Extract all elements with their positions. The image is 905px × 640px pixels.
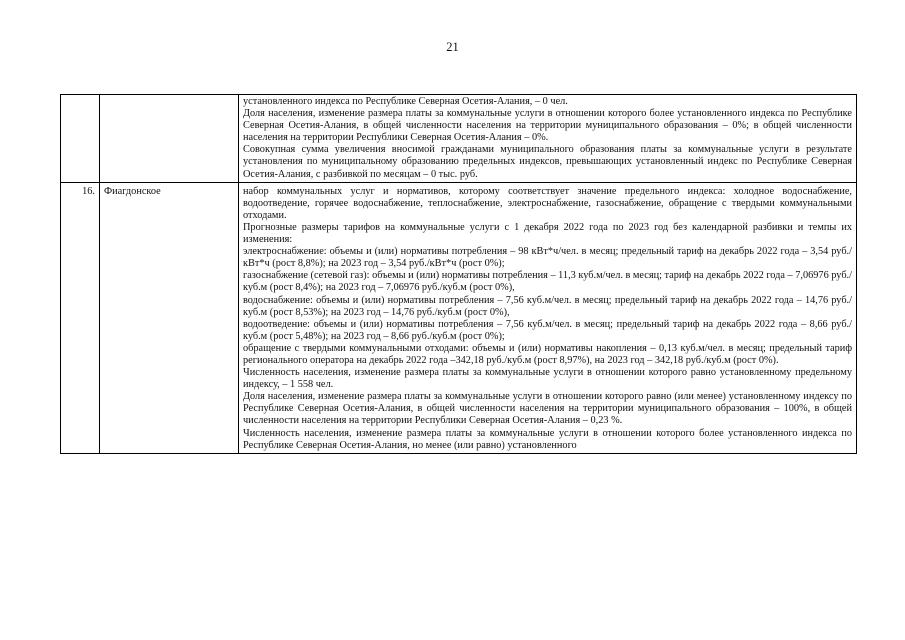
table-row: [61, 95, 857, 183]
paragraph: Численность населения, изменение размера платы за коммунальные услуги в отношении которого более установленного индекса по Республике Северная Осетия-Алания, но менее (или равно) установленного: [243, 427, 852, 451]
description-cell: [239, 182, 857, 453]
municipality-name-cell: [100, 95, 239, 183]
paragraph: Доля населения, изменение размера платы за коммунальные услуги в отношении которого равно (или менее) установленному индексу по Республике Северная Осетия-Алания, в общей численности населения на территории муниципального образования – 100%, в общей численности населения на территории Республики Северная Осетия-Алания – 0,23 %.: [243, 391, 852, 427]
paragraph: Численность населения, изменение размера платы за коммунальные услуги в отношении которого равно установленному предельному индексу, – 1 558 чел.: [243, 367, 852, 391]
paragraph: электроснабжение: объемы и (или) нормативы потребления – 98 кВт*ч/чел. в месяц; предельный тариф на декабрь 2022 года – 3,54 руб./кВт*ч (рост 8,8%); на 2023 год – 3,54 руб./кВт*ч (рост 0%);: [243, 246, 852, 270]
table-row: [61, 182, 857, 453]
paragraph: водоотведение: объемы и (или) нормативы потребления – 7,56 куб.м/чел. в месяц; предельный тариф на декабрь 2022 года – 8,66 руб./куб.м (рост 5,48%); на 2023 год – 8,66 руб./куб.м (рост 0%);: [243, 318, 852, 342]
paragraph: Прогнозные размеры тарифов на коммунальные услуги с 1 декабря 2022 года по 2023 год без календарной разбивки и темпы их изменения:: [243, 221, 852, 246]
paragraph: установленного индекса по Республике Северная Осетия-Алания, – 0 чел.: [243, 96, 568, 107]
paragraph: газоснабжение (сетевой газ): объемы и (или) нормативы потребления – 11,3 куб.м/чел. в месяц; тариф на декабрь 2022 года – 7,06976 руб./куб.м (рост 8,4%); на 2023 год – 7,06976 руб./куб.м (рост 0%),: [243, 270, 852, 294]
paragraph: Совокупная сумма увеличения вносимой гражданами муниципального образования платы за коммунальные услуги в результате установления по муниципальному образованию предельных индексов, превышающих установленный индекс по Республике Северная Осетия-Алания, с разбивкой по месяцам – 0 тыс. руб.: [243, 144, 852, 180]
description-cell: [239, 95, 857, 183]
paragraph: Доля населения, изменение размера платы за коммунальные услуги в отношении которого более установленного индекса по Республике Северная Осетия-Алания, в общей численности населения на территории муниципального образования – 0%; в общей численности населения на территории Республики Северная Осетия-Алания – 0%.: [243, 108, 852, 144]
row-number-cell: 16.: [61, 182, 100, 453]
municipality-name-cell: Фиагдонское: [100, 182, 239, 453]
paragraph: набор коммунальных услуг и нормативов, которому соответствует значение предельного индекса: холодное водоснабжение, водоотведение, горячее водоснабжение, теплоснабжение, электроснабжение, газоснабжение, обращение с твердыми коммунальными отходами.: [243, 185, 852, 221]
page-number: 21: [446, 40, 459, 54]
paragraph: водоснабжение: объемы и (или) нормативы потребления – 7,56 куб.м/чел. в месяц; предельный тариф на декабрь 2022 года – 14,76 руб./куб.м (рост 8,53%); на 2023 год – 14,76 руб./куб.м (рост 0%),: [243, 294, 852, 318]
paragraph: обращение с твердыми коммунальными отходами: объемы и (или) нормативы накопления – 0,13 куб.м/чел. в месяц; предельный тариф регионального оператора на декабрь 2022 года –342,18 руб./куб.м (рост 8,97%), на 2023 год – 342,18 руб./куб.м (рост 0%).: [243, 342, 852, 366]
tariff-table: [60, 94, 857, 454]
row-number-cell: [61, 95, 100, 183]
